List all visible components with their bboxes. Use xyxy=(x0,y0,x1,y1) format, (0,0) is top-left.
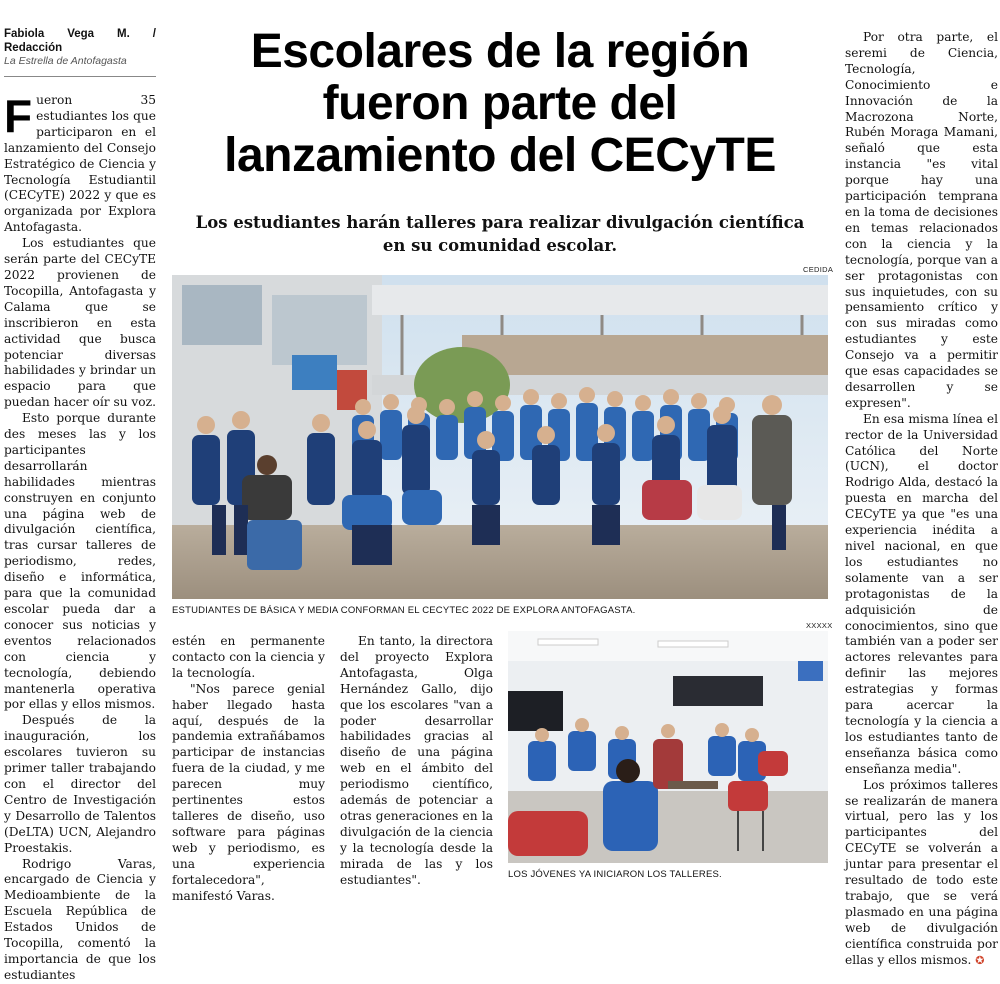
body-paragraph: Los estudiantes que serán parte del CECyTE 2022 provienen de Tocopilla, Antofagasta y Calama que se inscribieron en esta actividad que busca potenciar diversas habilidades y brindar un espacio para que puedan hacer oír su voz. xyxy=(4,236,156,410)
middle-column-1 xyxy=(172,634,325,904)
body-paragraph: Después de la inauguración, los escolares tuvieron su primer taller trabajando con el director del Centro de Investigación y Desarrollo de Talentos (DeLTA) UCN, Alejandro Proestakis. xyxy=(4,713,156,855)
body-paragraph: Rodrigo Varas, encargado de Ciencia y Medioambiente de la Escuela República de Estados Unidos de Tocopilla, comentó la importancia de que los estudiantes xyxy=(4,856,156,982)
classroom-photo xyxy=(508,631,828,863)
body-paragraph xyxy=(845,778,998,969)
second-photo-caption: LOS JÓVENES YA INICIARON LOS TALLERES. xyxy=(508,869,722,880)
final-paragraph-text: Los próximos talleres se realizarán de manera virtual, pero las y los participantes del CECyTE se volverán a juntar para presentar el resultado de todo este trabajo, que se verá plasmado en una página web de divulgación científica construida por ellas y ellos mismos. xyxy=(845,777,998,967)
body-paragraph: Por otra parte, el seremi de Ciencia, Tecnología, Conocimiento e Innovación de la Macrozona Norte, Rubén Moraga Mamani, señaló que esta instancia "es vital porque hay una participación temprana en la toma de decisiones en temas relacionados con la ciencia y la tecnología, porque van a ser protagonistas con sus inquietudes, con su pensamiento crítico y con sus miradas como estudiantes y este Consejo va a permitir que esas capacidades se desarrollen y se expresen". xyxy=(845,30,998,410)
lead-paragraph-text: ueron 35 estudiantes los que participaron en el lanzamiento del Consejo Estratégico de Ciencia y Tecnología Estudiantil (CECyTE) 2022 y que es organizada por Explora Antofagasta. xyxy=(4,93,156,235)
lead-paragraph xyxy=(4,90,156,236)
dropcap: F xyxy=(4,90,33,142)
body-paragraph: "Nos parece genial haber llegado hasta aquí, después de la pandemia extrañábamos participar de instancias fuera de la ciudad, y me parecen muy pertinentes estos talleres de diseño, uso software para páginas web y periodismo, es una experiencia fortalecedora", manifestó Varas. xyxy=(172,681,325,903)
byline-divider xyxy=(4,76,156,77)
right-column xyxy=(845,30,998,968)
main-photo-credit: CEDIDA xyxy=(803,265,834,274)
end-of-article-icon: ✪ xyxy=(975,953,985,967)
main-group-photo xyxy=(172,275,828,599)
classroom-photo-illustration xyxy=(508,631,828,863)
group-photo-illustration xyxy=(172,275,828,599)
article-subheadline: Los estudiantes harán talleres para realizar divulgación científica en su comunidad escolar. xyxy=(195,213,805,255)
byline-source: La Estrella de Antofagasta xyxy=(4,55,127,67)
left-column xyxy=(4,0,156,984)
body-paragraph: En esa misma línea el rector de la Universidad Católica del Norte (UCN), el doctor Rodrigo Alda, destacó la puesta en marcha del CECyTE ya que "es una experiencia inédita a nivel nacional, en que los estudiantes no solamente van a ser protagonistas de la adquisición de conocimientos, sino que también van a poder ser actores relevantes para definir las mejores estrategias y formas para acercar la tecnología y la ciencia a los estudiantes tanto de enseñanza básica como enseñanza media". xyxy=(845,411,998,776)
body-paragraph: En tanto, la directora del proyecto Explora Antofagasta, Olga Hernández Gallo, dijo que los escolares "van a poder desarrollar habilidades gracias al diseño de una página web en el ámbito del periodismo científico, además de potenciar a otras generaciones en la divulgación de la ciencia y la tecnología desde la mirada de las y los estudiantes". xyxy=(340,634,493,887)
body-paragraph: Esto porque durante des meses las y los participantes desarrollarán habilidades mientras construyen en conjunto una página web de divulgación científica, tras cursar talleres de periodismo, redes, diseño e informática, para que la comunidad escolar pueda dar a conocer sus noticias y eventos relacionados con ciencia y tecnología, debiendo mantenerla operativa por ellas y ellos mismos. xyxy=(4,411,156,712)
main-photo-caption: ESTUDIANTES DE BÁSICA Y MEDIA CONFORMAN EL CECYTEC 2022 DE EXPLORA ANTOFAGASTA. xyxy=(172,605,636,616)
second-photo-credit: XXXXX xyxy=(806,621,833,630)
body-paragraph: estén en permanente contacto con la ciencia y la tecnología. xyxy=(172,634,325,680)
byline-author: Fabiola Vega M. / Redacción xyxy=(4,28,156,54)
article-headline: Escolares de la región fueron parte del lanzamiento del CECyTE xyxy=(224,25,776,182)
middle-column-2 xyxy=(340,634,493,889)
